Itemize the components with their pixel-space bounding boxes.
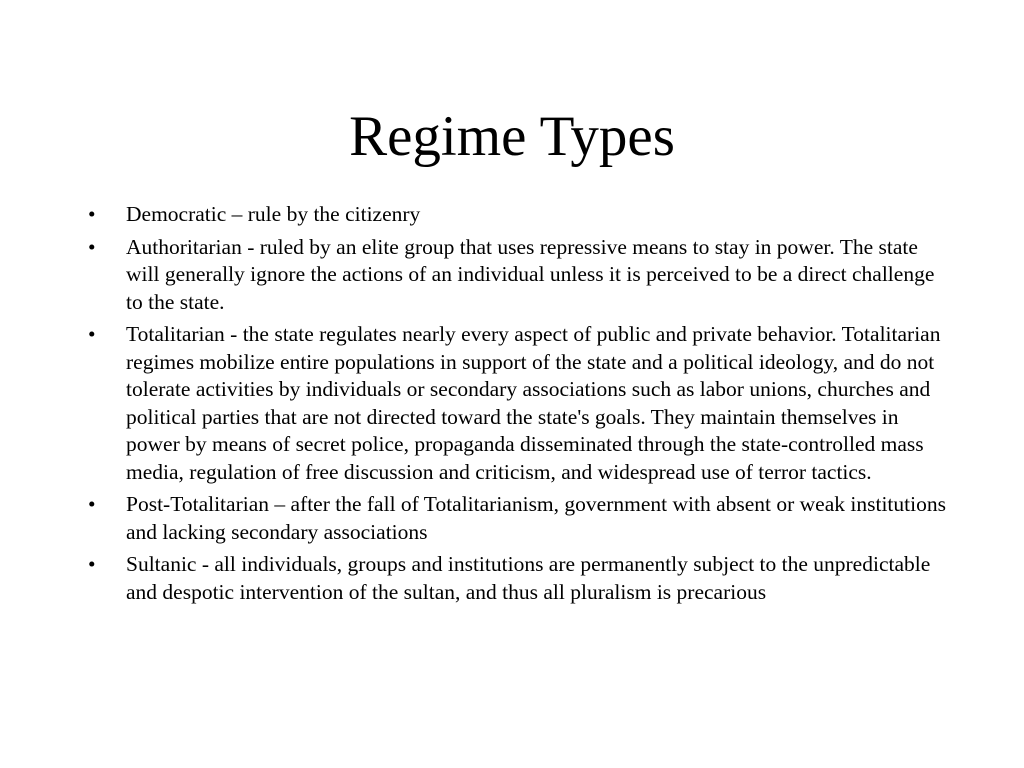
bullet-totalitarian: [88, 321, 948, 486]
bullet-text: Democratic – rule by the citizenry: [126, 202, 421, 226]
bullet-text: Sultanic - all individuals, groups and institutions are permanently subject to the unpredictable and despotic intervention of the sultan, and thus all pluralism is precarious: [126, 552, 931, 604]
bullet-text: Totalitarian - the state regulates nearly every aspect of public and private behavior. Totalitarian regimes mobilize entire populations in support of the state and a political ideology, and do not tolerate activities by individuals or secondary associations such as labor unions, churches and political parties that are not directed toward the state's goals. They maintain themselves in power by means of secret police, propaganda disseminated through the state-controlled mass media, regulation of free discussion and criticism, and widespread use of terror tactics.: [126, 322, 941, 484]
bullet-text: Authoritarian - ruled by an elite group that uses repressive means to stay in power. The state will generally ignore the actions of an individual unless it is perceived to be a direct challenge to the state.: [126, 234, 935, 314]
bullet-icon: •: [88, 234, 96, 259]
slide-title: Regime Types: [349, 105, 675, 168]
bullet-post-totalitarian: [88, 491, 948, 546]
bullet-icon: •: [88, 492, 96, 516]
bullet-sultanic: [88, 551, 948, 606]
bullet-democratic: [88, 201, 948, 229]
bullet-list: [88, 201, 948, 611]
bullet-icon: •: [88, 202, 96, 226]
bullet-icon: •: [88, 322, 96, 346]
bullet-authoritarian: [88, 234, 948, 317]
bullet-icon: •: [88, 552, 96, 576]
bullet-text: Post-Totalitarian – after the fall of Totalitarianism, government with absent or weak institutions and lacking secondary associations: [126, 492, 946, 544]
